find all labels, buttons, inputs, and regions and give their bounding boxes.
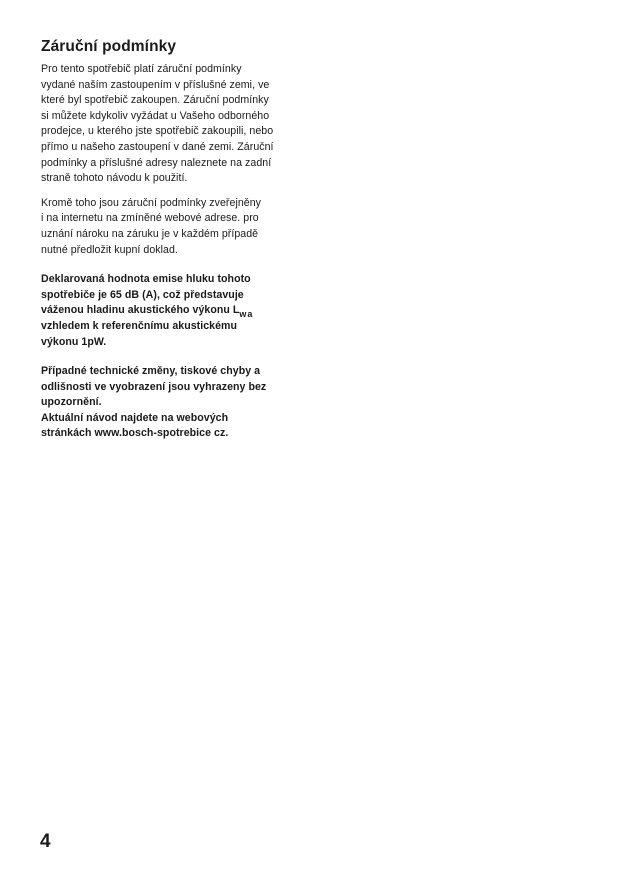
sound-power-subscript: wa — [239, 309, 254, 320]
paragraph-line: vydané naším zastoupením v příslušné zemi, ve — [41, 78, 270, 91]
changes-paragraph — [41, 364, 303, 442]
paragraph-line: si můžete kdykoliv vyžádat u Vašeho odborného — [41, 109, 270, 122]
paragraph-line: Případné technické změny, tiskové chyby a — [41, 365, 261, 378]
page-number: 4 — [40, 831, 51, 852]
paragraph-line: spotřebiče je 65 dB (A), což představuje — [41, 288, 244, 301]
sound-power-text: váženou hladinu akustického výkonu L — [41, 304, 240, 317]
paragraph-line: prodejce, u kterého jste spotřebič zakoupili, nebo — [41, 125, 274, 138]
paragraph-line: odlišnosti ve vyobrazení jsou vyhrazeny bez — [41, 380, 267, 393]
paragraph-line: nutné předložit kupní doklad. — [41, 243, 178, 256]
warranty-paragraph — [41, 62, 303, 187]
paragraph-line: které byl spotřebič zakoupen. Záruční podmínky — [41, 94, 269, 107]
paragraph-line — [41, 303, 303, 319]
paragraph-line: Pro tento spotřebič platí záruční podmínky — [41, 63, 242, 75]
paragraph-line: upozornění. — [41, 396, 102, 409]
paragraph-line: podmínky a příslušné adresy naleznete na zadní — [41, 156, 272, 169]
paragraph-line: výkonu 1pW. — [41, 335, 107, 348]
paragraph-line: Kromě toho jsou záruční podmínky zveřejněny — [41, 196, 262, 209]
paragraph-line: straně tohoto návodu k použití. — [41, 172, 188, 185]
paragraph-line: vzhledem k referenčnímu akustickému — [41, 319, 238, 332]
paragraph-line: stránkách www.bosch-spotrebice cz. — [41, 427, 229, 440]
paragraph-line: uznání nároku na záruku je v každém případě — [41, 227, 259, 240]
paragraph-line: i na internetu na zmíněné webové adrese. pro — [41, 212, 259, 225]
paragraph-line: Aktuální návod najdete na webových — [41, 411, 229, 424]
internet-paragraph — [41, 196, 303, 258]
page-title: Záruční podmínky — [41, 38, 177, 55]
document-body — [41, 38, 303, 451]
noise-emission-paragraph — [41, 272, 303, 350]
paragraph-line: přímo u našeho zastoupení v dané zemi. Záruční — [41, 140, 274, 153]
paragraph-line: Deklarovaná hodnota emise hluku tohoto — [41, 273, 251, 286]
